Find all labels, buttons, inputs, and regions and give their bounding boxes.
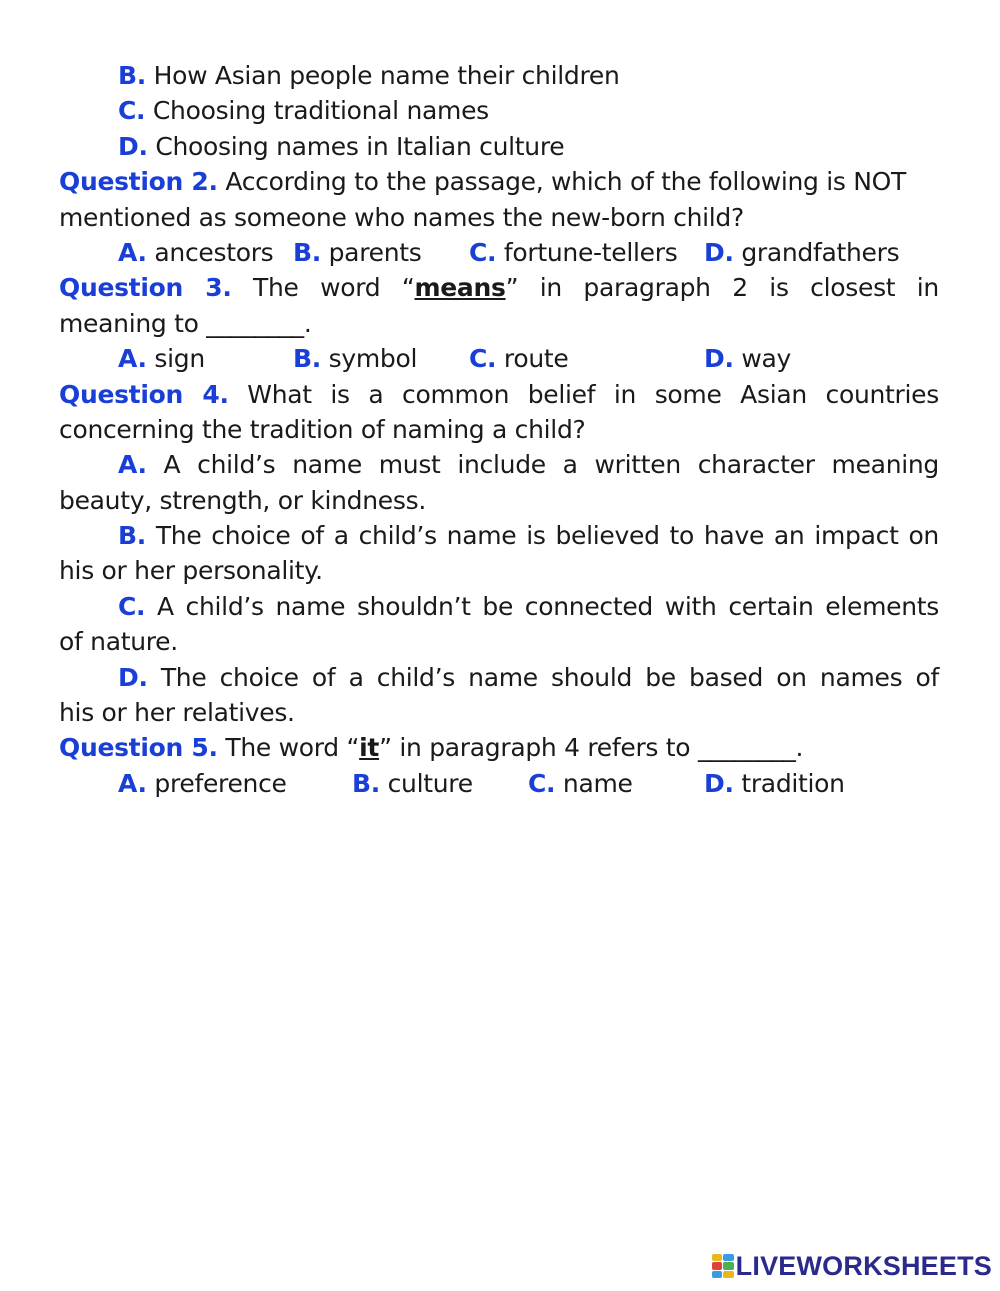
- option-label: B.: [118, 61, 146, 90]
- option-text: symbol: [328, 344, 418, 374]
- q4-stem-line1: [59, 377, 939, 412]
- q2-options: [59, 235, 939, 270]
- option-label: C.: [118, 96, 146, 126]
- option-label: B.: [118, 521, 146, 551]
- option-label: C.: [118, 591, 146, 621]
- option-text: tradition: [741, 768, 845, 798]
- q4-option-d-cont: his or her relatives.: [59, 698, 295, 728]
- question-text-pre: The word “: [225, 733, 360, 763]
- q4-option-d[interactable]: [59, 660, 939, 695]
- option-text: The choice of a child’s name should be based on names of: [160, 662, 939, 692]
- q5-option-d[interactable]: [704, 766, 845, 801]
- keyword-means: means: [414, 273, 506, 303]
- q3-stem-line1: [59, 270, 939, 305]
- q2-option-c[interactable]: [469, 235, 677, 270]
- question-text: According to the passage, which of the following is NOT: [225, 167, 907, 197]
- option-label: B.: [293, 237, 321, 267]
- q1-option-d[interactable]: [59, 129, 939, 164]
- question-label: Question 4.: [59, 379, 229, 409]
- q5-option-a[interactable]: [118, 766, 287, 801]
- option-text: way: [741, 344, 791, 374]
- q4-option-c[interactable]: [59, 589, 939, 624]
- liveworksheets-logo-icon: [712, 1254, 734, 1278]
- keyword-it: it: [359, 733, 380, 763]
- q4-option-b[interactable]: [59, 518, 939, 553]
- option-text: The choice of a child’s name is believed to have an impact on: [155, 521, 939, 551]
- option-text: name: [562, 768, 633, 798]
- option-text: fortune-tellers: [503, 237, 678, 267]
- q4-stem-line2: concerning the tradition of naming a child?: [59, 414, 586, 444]
- q2-option-a[interactable]: [118, 235, 273, 270]
- option-label: C.: [469, 237, 497, 267]
- option-label: D.: [118, 662, 148, 692]
- question-text-pre: The word “: [253, 273, 415, 303]
- q2-option-b[interactable]: [293, 235, 421, 270]
- q4-option-a-cont: beauty, strength, or kindness.: [59, 485, 426, 515]
- option-label: A.: [118, 450, 147, 480]
- q3-stem-line2: meaning to ________.: [59, 308, 312, 338]
- q5-option-b[interactable]: [352, 766, 473, 801]
- option-text: A child’s name must include a written character meaning: [163, 450, 939, 480]
- option-text: culture: [387, 768, 473, 798]
- question-label: Question 3.: [59, 273, 232, 303]
- option-text: parents: [328, 237, 422, 267]
- option-text: How Asian people name their children: [153, 61, 620, 90]
- option-text: sign: [154, 344, 205, 374]
- option-text: preference: [154, 768, 287, 798]
- worksheet-page: [59, 58, 939, 801]
- q3-option-b[interactable]: [293, 341, 417, 376]
- option-text: grandfathers: [741, 237, 900, 267]
- q4-option-b-cont: his or her personality.: [59, 556, 323, 586]
- option-label: D.: [704, 768, 734, 798]
- question-label: Question 2.: [59, 167, 218, 197]
- option-label: B.: [352, 768, 380, 798]
- q3-option-d[interactable]: [704, 341, 791, 376]
- question-text-post: ” in paragraph 4 refers to ________.: [379, 733, 804, 763]
- q1-option-c[interactable]: [59, 93, 939, 128]
- q4-option-a[interactable]: [59, 447, 939, 482]
- question-text-post: ” in paragraph 2 is closest in: [505, 273, 939, 303]
- q5-option-c[interactable]: [528, 766, 633, 801]
- q4-option-c-cont: of nature.: [59, 627, 178, 657]
- option-label: B.: [293, 344, 321, 374]
- option-label: A.: [118, 237, 147, 267]
- q5-options: [59, 766, 939, 801]
- option-text: Choosing names in Italian culture: [155, 131, 565, 161]
- q5-stem: [59, 730, 939, 765]
- q2-stem-line2: mentioned as someone who names the new-born child?: [59, 202, 744, 232]
- q3-option-c[interactable]: [469, 341, 568, 376]
- option-label: D.: [704, 344, 734, 374]
- question-label: Question 5.: [59, 733, 218, 763]
- option-label: C.: [469, 344, 497, 374]
- brand-name: LIVEWORKSHEETS: [735, 1250, 992, 1281]
- option-label: C.: [528, 768, 556, 798]
- liveworksheets-footer[interactable]: [712, 1251, 992, 1281]
- q3-options: [59, 341, 939, 376]
- option-text: route: [503, 344, 569, 374]
- q2-stem-line1: [59, 164, 939, 199]
- option-label: D.: [118, 131, 148, 161]
- option-label: A.: [118, 344, 147, 374]
- option-text: A child’s name shouldn’t be connected with certain elements: [157, 591, 939, 621]
- question-text: What is a common belief in some Asian countries: [247, 379, 939, 409]
- q3-option-a[interactable]: [118, 341, 205, 376]
- option-label: D.: [704, 237, 734, 267]
- option-text: Choosing traditional names: [152, 96, 489, 126]
- q2-option-d[interactable]: [704, 235, 899, 270]
- q1-option-b[interactable]: [59, 58, 939, 93]
- option-label: A.: [118, 768, 147, 798]
- option-text: ancestors: [154, 237, 274, 267]
